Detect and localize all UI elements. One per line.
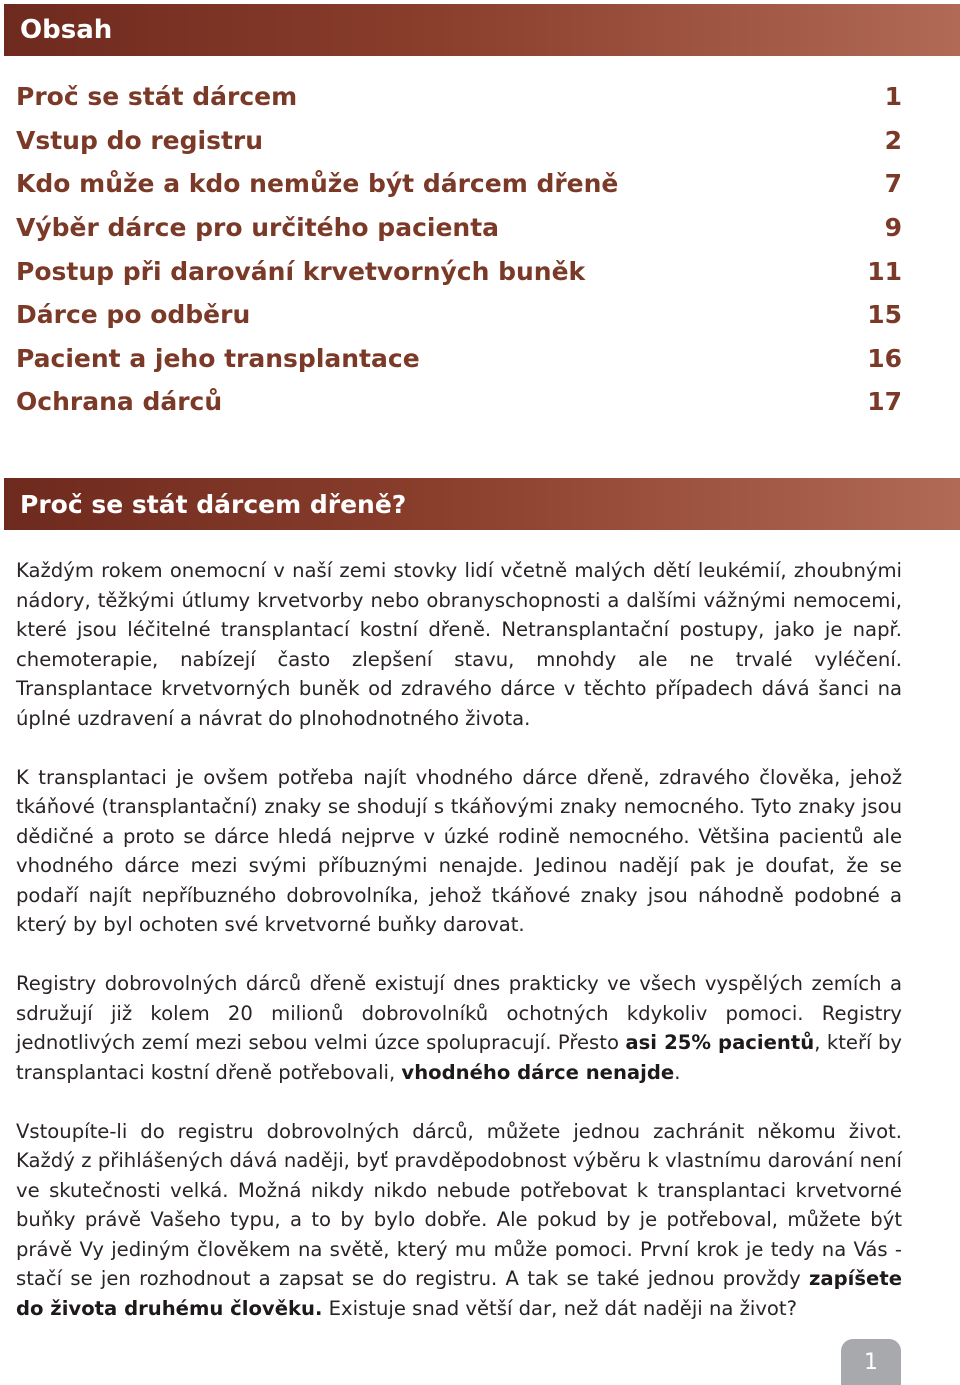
toc-item[interactable] (16, 162, 902, 206)
toc-item-page: 9 (884, 213, 902, 243)
table-of-contents (16, 75, 902, 424)
toc-item-label: Postup při darování krvetvorných buněk (16, 256, 586, 286)
toc-item[interactable] (16, 206, 902, 250)
toc-item[interactable] (16, 337, 902, 381)
toc-item[interactable] (16, 75, 902, 119)
toc-item-page: 15 (867, 300, 902, 330)
page-number: 1 (864, 1349, 878, 1375)
paragraph (16, 969, 902, 1087)
text-run: Registry dobrovolných dárců dřeně existují dnes prakticky ve všech vyspělých zemích a sdružují již kolem 20 milionů dobrovolníků ochotných kdykoliv pomoci. Registry jednotlivých zemí mezi sebou velmi úzce spolupracují. Přesto (16, 972, 902, 1054)
toc-item-label: Pacient a jeho transplantace (16, 343, 420, 373)
text-run: , kteří by transplantaci kostní dřeně potřebovali, (16, 1031, 902, 1084)
paragraph: K transplantaci je ovšem potřeba najít vhodného dárce dřeně, zdravého člověka, jehož tkáňové (transplantační) znaky se shodují s tkáňovými znaky nemocného. Tyto znaky jsou dědičné a proto se dárce hledá nejprve v úzké rodině nemocného. Většina pacientů ale vhodného dárce mezi svými příbuznými nenajde. Jedinou nadějí pak je doufat, že se podaří najít nepříbuzného dobrovolníka, jehož tkáňové znaky jsou náhodně podobné a který by byl ochoten své krvetvorné buňky darovat. (16, 765, 902, 936)
toc-title: Obsah (20, 15, 113, 45)
toc-item-page: 1 (884, 82, 902, 112)
toc-item-page: 11 (867, 256, 902, 286)
toc-item[interactable] (16, 293, 902, 337)
toc-item[interactable] (16, 119, 902, 163)
section-header (4, 478, 960, 530)
emphasis: zapíšete do života druhému člověku. (16, 1267, 902, 1320)
emphasis: vhodného dárce nenajde (401, 1060, 675, 1084)
toc-item-label: Ochrana dárců (16, 387, 223, 417)
page-number-badge (841, 1339, 901, 1385)
toc-item-page: 2 (884, 125, 902, 155)
emphasis: asi 25% pacientů (625, 1031, 815, 1054)
toc-item-label: Proč se stát dárcem (16, 82, 298, 112)
toc-item-label: Výběr dárce pro určitého pacienta (16, 213, 500, 243)
text-run: . (674, 1060, 681, 1084)
toc-item-page: 16 (867, 343, 902, 373)
toc-item-page: 7 (884, 169, 902, 199)
toc-item-label: Dárce po odběru (16, 300, 251, 330)
toc-item-label: Vstup do registru (16, 125, 264, 155)
toc-item-page: 17 (867, 387, 902, 417)
section-body (16, 556, 902, 1353)
toc-header (4, 4, 960, 56)
section-title: Proč se stát dárcem dřeně? (20, 489, 407, 519)
paragraph: Každým rokem onemocní v naší zemi stovky lidí včetně malých dětí leukémií, zhoubnými nádory, těžkými útlumy krvetvorby nebo obranyschopnosti a dalšími vážnými nemocemi, které jsou léčitelné transplantací kostní dřeně. Netransplantační postupy, jako je např. chemoterapie, nabízejí často zlepšení stavu, mnohdy ale ne trvalé vyléčení. Transplantace krvetvorných buněk od zdravého dárce v těchto případech dává šanci na úplné uzdravení a návrat do plnohodnotného života. (16, 559, 902, 730)
toc-item-label: Kdo může a kdo nemůže být dárcem dřeně (16, 169, 619, 199)
text-run: Existuje snad větší dar, než dát naději na život? (322, 1296, 797, 1320)
toc-item[interactable] (16, 249, 902, 293)
toc-item[interactable] (16, 380, 902, 424)
paragraph (16, 1117, 902, 1324)
text-run: Vstoupíte-li do registru dobrovolných dárců, můžete jednou zachránit někomu život. Každý z přihlášených dává naději, byť pravděpodobnost výběru k vlastnímu darování není ve skutečnosti velká. Možná nikdy nikdo nebude potřebovat k transplantaci krvetvorné buňky právě Vašeho typu, a to by bylo dobře. Ale pokud by je potřeboval, můžete být právě Vy jediným člověkem na světě, který mu může pomoci. První krok je tedy na Vás - stačí se jen rozhodnout a zapsat se do registru. A tak se také jednou provždy (16, 1119, 902, 1290)
